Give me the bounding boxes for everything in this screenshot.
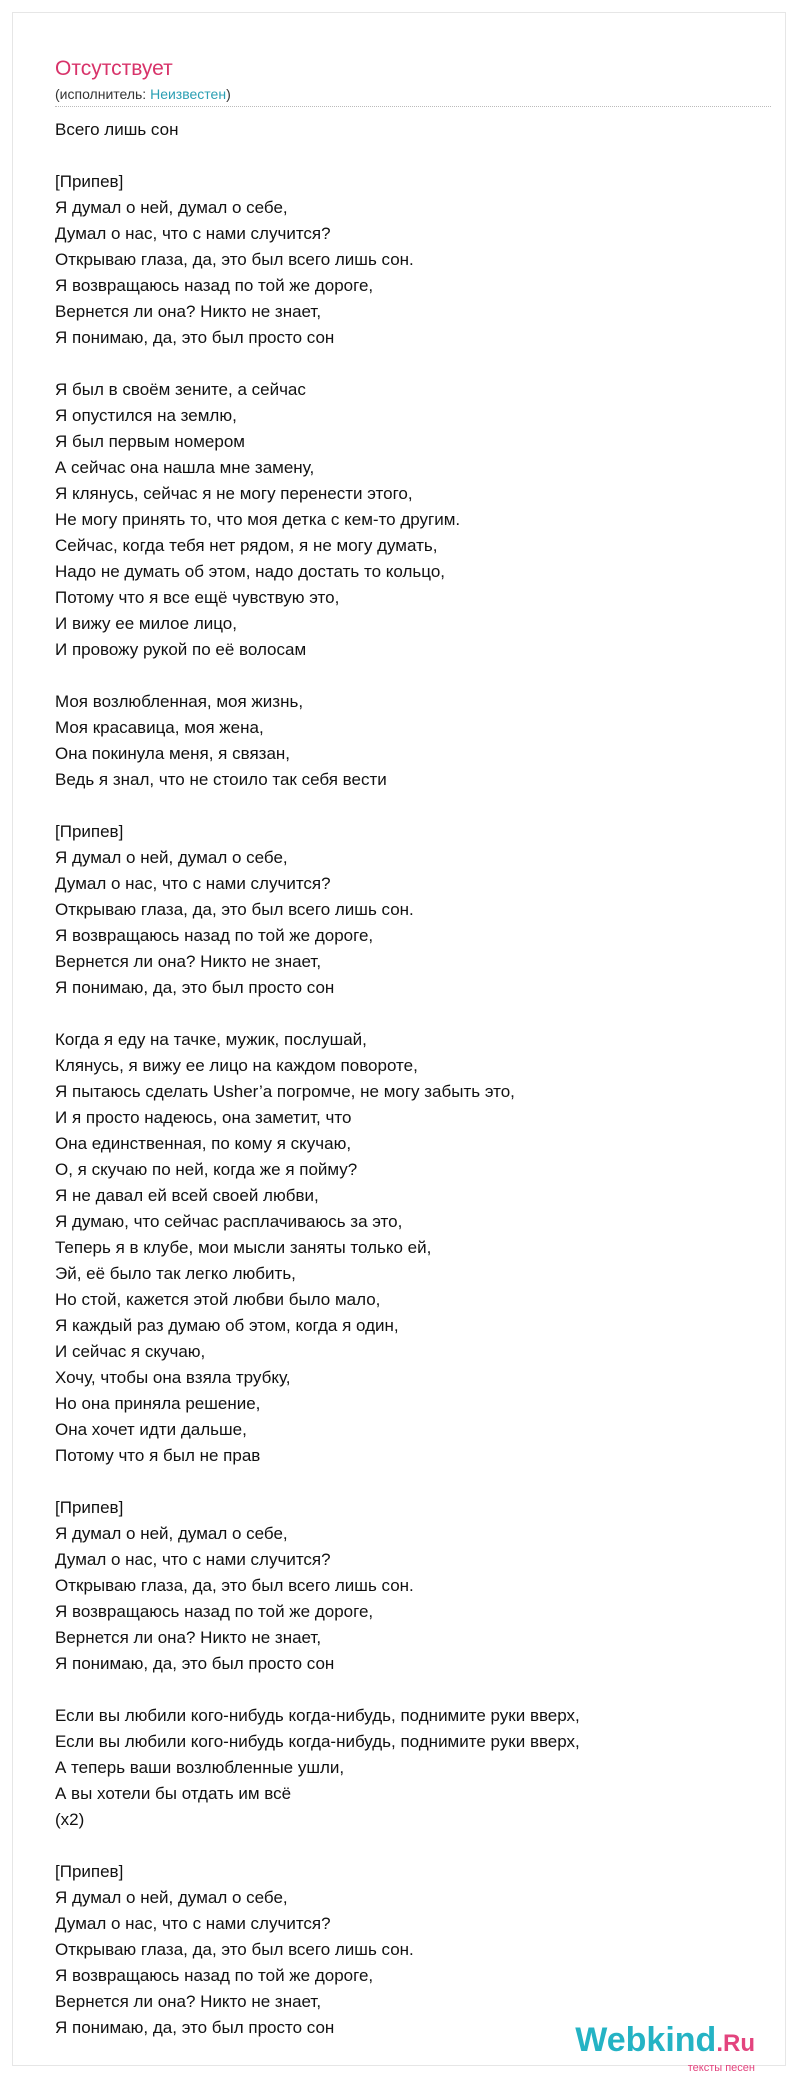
lyric-line: И я просто надеюсь, она заметит, что <box>55 1108 352 1127</box>
song-header <box>55 55 771 107</box>
lyric-line: Я клянусь, сейчас я не могу перенести этого, <box>55 484 413 503</box>
logo-wordmark <box>575 2023 755 2061</box>
lyric-line: Я был первым номером <box>55 432 245 451</box>
lyric-line: А теперь ваши возлюбленные ушли, <box>55 1758 345 1777</box>
lyric-line: Я думал о ней, думал о себе, <box>55 198 288 217</box>
lyric-line: Я понимаю, да, это был просто сон <box>55 978 335 997</box>
artist-prefix: (исполнитель: <box>55 86 151 102</box>
lyric-blank-line <box>55 663 771 689</box>
lyric-line: Я опустился на землю, <box>55 406 237 425</box>
artist-suffix: ) <box>226 86 231 102</box>
lyric-line: Я возвращаюсь назад по той же дороге, <box>55 1602 374 1621</box>
lyric-line: [Припев] <box>55 172 124 191</box>
lyric-line: Вернется ли она? Никто не знает, <box>55 302 322 321</box>
lyric-line: Эй, её было так легко любить, <box>55 1264 296 1283</box>
lyric-line: Она единственная, по кому я скучаю, <box>55 1134 352 1153</box>
lyric-line: Я не давал ей всей своей любви, <box>55 1186 319 1205</box>
lyric-line: Клянусь, я вижу ее лицо на каждом повороте, <box>55 1056 418 1075</box>
lyric-line: А сейчас она нашла мне замену, <box>55 458 315 477</box>
lyric-line: Думал о нас, что с нами случится? <box>55 224 331 243</box>
lyric-line: Если вы любили кого-нибудь когда-нибудь, поднимите руки вверх, <box>55 1732 580 1751</box>
lyric-line: Думал о нас, что с нами случится? <box>55 1550 331 1569</box>
lyric-blank-line <box>55 1469 771 1495</box>
lyric-line: Когда я еду на тачке, мужик, послушай, <box>55 1030 367 1049</box>
lyric-line: Сейчас, когда тебя нет рядом, я не могу думать, <box>55 536 438 555</box>
lyric-line: Всего лишь сон <box>55 120 179 139</box>
lyric-line: Открываю глаза, да, это был всего лишь сон. <box>55 1940 414 1959</box>
lyric-line: Я думал о ней, думал о себе, <box>55 1524 288 1543</box>
lyric-line: А вы хотели бы отдать им всё <box>55 1784 292 1803</box>
lyric-line: Думал о нас, что с нами случится? <box>55 874 331 893</box>
lyric-line: Но она приняла решение, <box>55 1394 261 1413</box>
lyric-line: Моя возлюбленная, моя жизнь, <box>55 692 304 711</box>
lyric-line: Я был в своём зените, а сейчас <box>55 380 306 399</box>
song-title: Отсутствует <box>55 57 173 80</box>
logo-main-text: Webkind <box>575 2021 717 2059</box>
lyric-line: Я понимаю, да, это был просто сон <box>55 2018 335 2037</box>
site-logo[interactable] <box>575 2023 755 2074</box>
lyric-line: Надо не думать об этом, надо достать то кольцо, <box>55 562 445 581</box>
lyric-line: Я пытаюсь сделать Usher’a погромче, не могу забыть это, <box>55 1082 515 1101</box>
lyric-line: Я каждый раз думаю об этом, когда я один, <box>55 1316 399 1335</box>
lyric-line: Теперь я в клубе, мои мысли заняты только ей, <box>55 1238 432 1257</box>
lyrics-body <box>55 117 771 2041</box>
header-divider <box>55 106 771 107</box>
lyric-line: Она хочет идти дальше, <box>55 1420 247 1439</box>
lyric-line: Вернется ли она? Никто не знает, <box>55 1992 322 2011</box>
lyric-line: Открываю глаза, да, это был всего лишь сон. <box>55 250 414 269</box>
lyric-line: Вернется ли она? Никто не знает, <box>55 952 322 971</box>
lyric-line: Открываю глаза, да, это был всего лишь сон. <box>55 900 414 919</box>
lyric-line: Потому что я все ещё чувствую это, <box>55 588 340 607</box>
lyric-line: [Припев] <box>55 822 124 841</box>
lyric-line: Вернется ли она? Никто не знает, <box>55 1628 322 1647</box>
lyric-line: [Припев] <box>55 1498 124 1517</box>
lyric-line: О, я скучаю по ней, когда же я пойму? <box>55 1160 358 1179</box>
lyric-line: Но стой, кажется этой любви было мало, <box>55 1290 381 1309</box>
artist-line <box>55 85 771 103</box>
lyric-line: Не могу принять то, что моя детка с кем-то другим. <box>55 510 461 529</box>
lyric-line: Я думал о ней, думал о себе, <box>55 848 288 867</box>
page-frame <box>12 12 786 2074</box>
lyric-line: Я возвращаюсь назад по той же дороге, <box>55 926 374 945</box>
lyric-line: И провожу рукой по её волосам <box>55 640 307 659</box>
lyric-blank-line <box>55 1001 771 1027</box>
lyric-line: Моя красавица, моя жена, <box>55 718 264 737</box>
lyric-blank-line <box>55 1677 771 1703</box>
lyric-line: Если вы любили кого-нибудь когда-нибудь, поднимите руки вверх, <box>55 1706 580 1725</box>
lyric-line: (x2) <box>55 1810 85 1829</box>
lyric-line: И сейчас я скучаю, <box>55 1342 206 1361</box>
lyric-line: Я понимаю, да, это был просто сон <box>55 328 335 347</box>
lyric-blank-line <box>55 793 771 819</box>
lyric-line: Хочу, чтобы она взяла трубку, <box>55 1368 291 1387</box>
lyric-line: Потому что я был не прав <box>55 1446 261 1465</box>
lyric-blank-line <box>55 1833 771 1859</box>
lyric-line: Открываю глаза, да, это был всего лишь сон. <box>55 1576 414 1595</box>
lyric-line: Она покинула меня, я связан, <box>55 744 291 763</box>
lyric-line: Я понимаю, да, это был просто сон <box>55 1654 335 1673</box>
lyric-line: Я думаю, что сейчас расплачиваюсь за это, <box>55 1212 403 1231</box>
logo-tagline: тексты песен <box>687 2062 755 2074</box>
lyric-line: [Припев] <box>55 1862 124 1881</box>
lyric-line: Думал о нас, что с нами случится? <box>55 1914 331 1933</box>
lyric-line: Ведь я знал, что не стоило так себя вести <box>55 770 387 789</box>
logo-suffix-text: .Ru <box>716 2030 755 2057</box>
lyric-line: Я думал о ней, думал о себе, <box>55 1888 288 1907</box>
artist-link[interactable]: Неизвестен <box>150 86 227 102</box>
lyric-blank-line <box>55 143 771 169</box>
lyric-blank-line <box>55 351 771 377</box>
lyric-line: Я возвращаюсь назад по той же дороге, <box>55 276 374 295</box>
lyric-line: И вижу ее милое лицо, <box>55 614 237 633</box>
lyric-line: Я возвращаюсь назад по той же дороге, <box>55 1966 374 1985</box>
